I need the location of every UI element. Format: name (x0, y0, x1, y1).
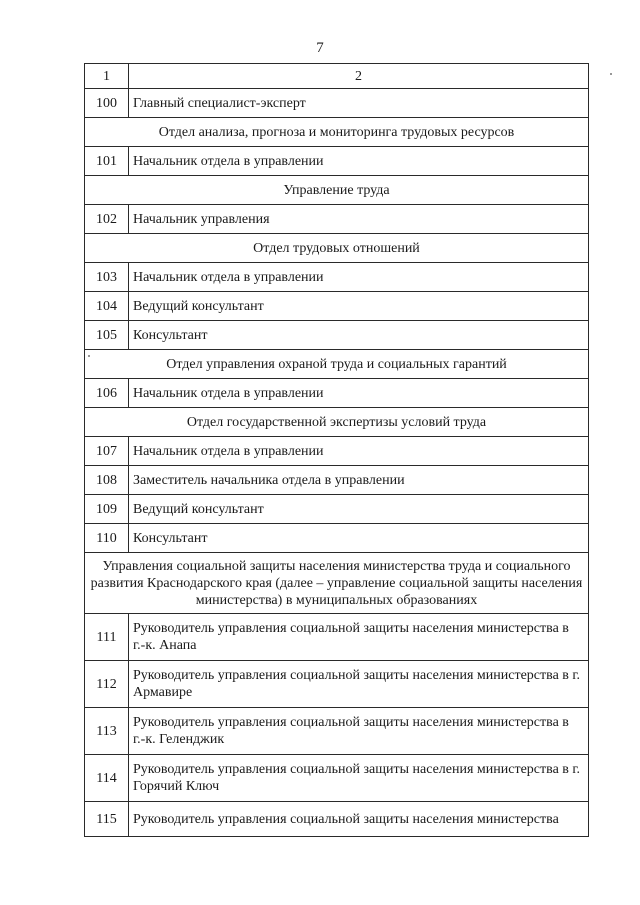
row-number: 110 (85, 524, 129, 553)
table-row (85, 466, 589, 495)
position-title: Начальник управления (129, 205, 589, 234)
table-row (85, 321, 589, 350)
section-row (85, 234, 589, 263)
scan-speck (610, 73, 612, 75)
table-row (85, 89, 589, 118)
row-number: 111 (85, 614, 129, 661)
table-row (85, 524, 589, 553)
section-heading: Отдел управления охраной труда и социальных гарантий (85, 350, 589, 379)
position-title: Руководитель управления социальной защиты населения министерства в г.-к. Анапа (129, 614, 589, 661)
table-row (85, 708, 589, 755)
section-row (85, 408, 589, 437)
row-number: 101 (85, 147, 129, 176)
table-row (85, 263, 589, 292)
position-title: Начальник отдела в управлении (129, 437, 589, 466)
page-number: 7 (316, 40, 324, 56)
row-number: 108 (85, 466, 129, 495)
row-number: 113 (85, 708, 129, 755)
section-row (85, 350, 589, 379)
column-2-header: 2 (129, 64, 589, 89)
section-row (85, 176, 589, 205)
position-title: Консультант (129, 321, 589, 350)
table-row (85, 661, 589, 708)
table-row (85, 755, 589, 802)
position-title: Ведущий консультант (129, 292, 589, 321)
section-heading: Управления социальной защиты населения министерства труда и социального развития Краснодарского края (далее – управление социальной защиты населения министерства) в муниципальных образованиях (85, 553, 589, 614)
position-title: Руководитель управления социальной защиты населения министерства в г.-к. Геленджик (129, 708, 589, 755)
row-number: 107 (85, 437, 129, 466)
section-heading: Отдел трудовых отношений (85, 234, 589, 263)
table-row (85, 292, 589, 321)
table-row (85, 205, 589, 234)
table-row (85, 495, 589, 524)
position-title: Заместитель начальника отдела в управлении (129, 466, 589, 495)
table-row (85, 802, 589, 837)
table-row (85, 614, 589, 661)
position-title: Начальник отдела в управлении (129, 263, 589, 292)
position-title: Руководитель управления социальной защиты населения министерства в г. Армавире (129, 661, 589, 708)
position-title: Руководитель управления социальной защиты населения министерства (129, 802, 589, 837)
column-1-header: 1 (85, 64, 129, 89)
position-title: Начальник отдела в управлении (129, 147, 589, 176)
positions-table (84, 63, 589, 837)
section-heading: Отдел анализа, прогноза и мониторинга трудовых ресурсов (85, 118, 589, 147)
position-title: Консультант (129, 524, 589, 553)
row-number: 112 (85, 661, 129, 708)
row-number: 105 (85, 321, 129, 350)
section-row (85, 553, 589, 614)
table-row (85, 437, 589, 466)
table-row (85, 147, 589, 176)
row-number: 106 (85, 379, 129, 408)
table-header-row (85, 64, 589, 89)
row-number: 109 (85, 495, 129, 524)
row-number: 114 (85, 755, 129, 802)
position-title: Руководитель управления социальной защиты населения министерства в г. Горячий Ключ (129, 755, 589, 802)
table-row (85, 379, 589, 408)
section-row (85, 118, 589, 147)
row-number: 115 (85, 802, 129, 837)
position-title: Начальник отдела в управлении (129, 379, 589, 408)
row-number: 100 (85, 89, 129, 118)
row-number: 103 (85, 263, 129, 292)
row-number: 102 (85, 205, 129, 234)
position-title: Ведущий консультант (129, 495, 589, 524)
scan-speck (88, 355, 90, 357)
position-title: Главный специалист-эксперт (129, 89, 589, 118)
section-heading: Управление труда (85, 176, 589, 205)
section-heading: Отдел государственной экспертизы условий труда (85, 408, 589, 437)
row-number: 104 (85, 292, 129, 321)
